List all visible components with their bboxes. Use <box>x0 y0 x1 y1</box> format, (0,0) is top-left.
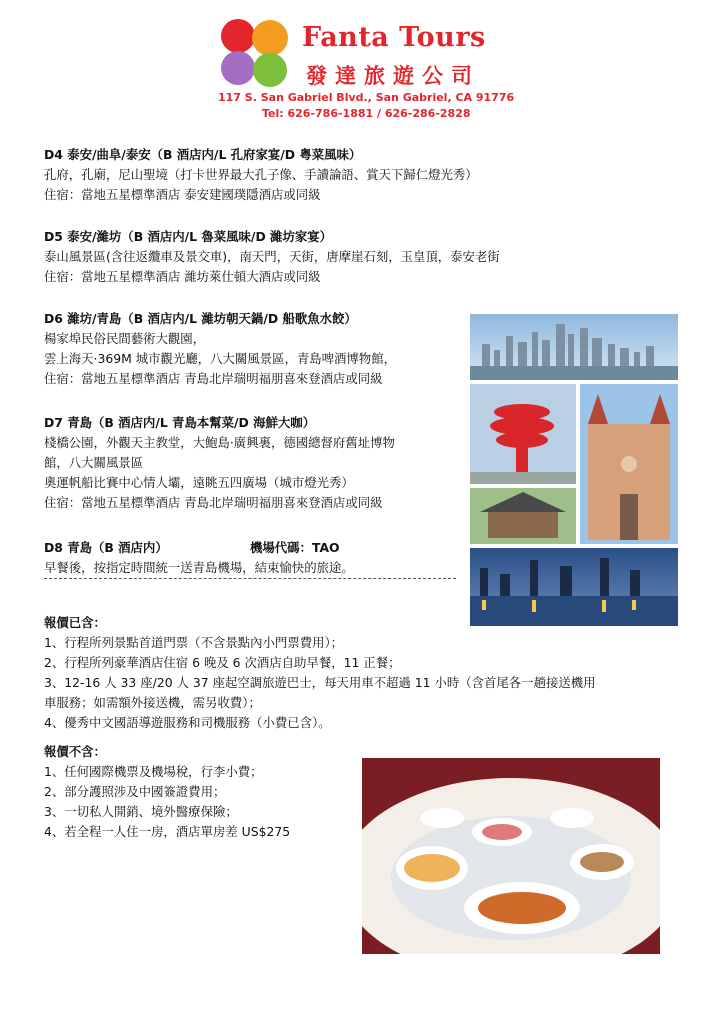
day-title: D4 泰安/曲阜/泰安（B 酒店内/L 孔府家宴/D 粤菜風味） <box>44 147 362 162</box>
company-address: 117 S. San Gabriel Blvd., San Gabriel, CA 91776 <box>218 91 515 104</box>
company-phone: Tel: 626-786-1881 / 626-286-2828 <box>262 107 471 120</box>
qingdao-landmarks-photo <box>470 384 678 544</box>
airport-code: 機場代碼：TAO <box>250 540 340 555</box>
day-title: D6 濰坊/青島（B 酒店内/L 濰坊朝天鍋/D 船歌魚水餃） <box>44 311 357 326</box>
company-logo <box>218 18 528 122</box>
day-line: 泰山風景區(含往返纜車及景交車)，南天門，天街，唐摩崖石刻，玉皇頂，泰安老街 <box>44 249 500 264</box>
day-line: 住宿：當地五星標準酒店 濰坊萊仕頓大酒店或同級 <box>44 269 321 284</box>
day-line: 孔府，孔廟，尼山聖境（打卡世界最大孔子像、手讀論語、賞天下歸仁燈光秀） <box>44 167 478 182</box>
day-line: 奧運帆船比賽中心情人壩，遠眺五四廣場（城市燈光秀） <box>44 475 354 490</box>
included-item: 3、12-16 人 33 座/20 人 37 座起空調旅遊巴士，每天用車不超過 11 小時（含首尾各一趟接送機用 <box>44 675 596 690</box>
brand-name-cn: 發達旅遊公司 <box>306 63 480 88</box>
day-title: D7 青島（B 酒店内/L 青島本幫菜/D 海鮮大咖） <box>44 415 316 430</box>
excluded-item: 1、任何國際機票及機場稅，行李小費； <box>44 764 263 779</box>
included-item: 2、行程所列豪華酒店住宿 6 晚及 6 次酒店自助早餐，11 正餐； <box>44 655 401 670</box>
banquet-photo <box>362 758 660 954</box>
day-line: 住宿：當地五星標準酒店 青島北岸瑞明福朋喜來登酒店或同級 <box>44 495 383 510</box>
day-line: 住宿：當地五星標準酒店 泰安建國璞隱酒店或同級 <box>44 187 321 202</box>
day-title: D5 泰安/濰坊（B 酒店内/L 魯菜風味/D 濰坊家宴） <box>44 229 333 244</box>
day-line: 館，八大關風景區 <box>44 455 144 470</box>
day-line: 住宿：當地五星標準酒店 青島北岸瑞明福朋喜來登酒店或同級 <box>44 371 383 386</box>
excluded-item: 3、一切私人開銷、境外醫療保險； <box>44 804 238 819</box>
included-item: 1、行程所列景點首道門票（不含景點內小門票費用）； <box>44 635 344 650</box>
qingdao-skyline-photo <box>470 314 678 380</box>
included-item: 車服務；如需額外接送機，需另收費）； <box>44 695 261 710</box>
excluded-item: 4、若全程一人住一房，酒店單房差 US$275 <box>44 824 291 839</box>
divider <box>44 578 456 579</box>
day-line: 棧橋公園，外觀天主教堂，大鮑島·廣興裏，德國總督府舊址博物 <box>44 435 395 450</box>
logo-mark-icon <box>218 18 296 88</box>
excluded-item: 2、部分護照涉及中國簽證費用； <box>44 784 226 799</box>
day-line: 雲上海天·369M 城市觀光廳，八大關風景區，青島啤酒博物館， <box>44 351 396 366</box>
included-heading: 報價已含： <box>44 615 106 630</box>
day-line: 楊家埠民俗民間藝術大觀園， <box>44 331 206 346</box>
day-line: 早餐後，按指定時間統一送青島機場，結束愉快的旅途。 <box>44 560 354 575</box>
day-title: D8 青島（B 酒店内） <box>44 540 168 555</box>
included-item: 4、優秀中文國語導遊服務和司機服務（小費已含）。 <box>44 715 331 730</box>
brand-name: Fanta Tours <box>302 22 486 53</box>
qingdao-night-photo <box>470 548 678 626</box>
excluded-heading: 報價不含： <box>44 744 106 759</box>
